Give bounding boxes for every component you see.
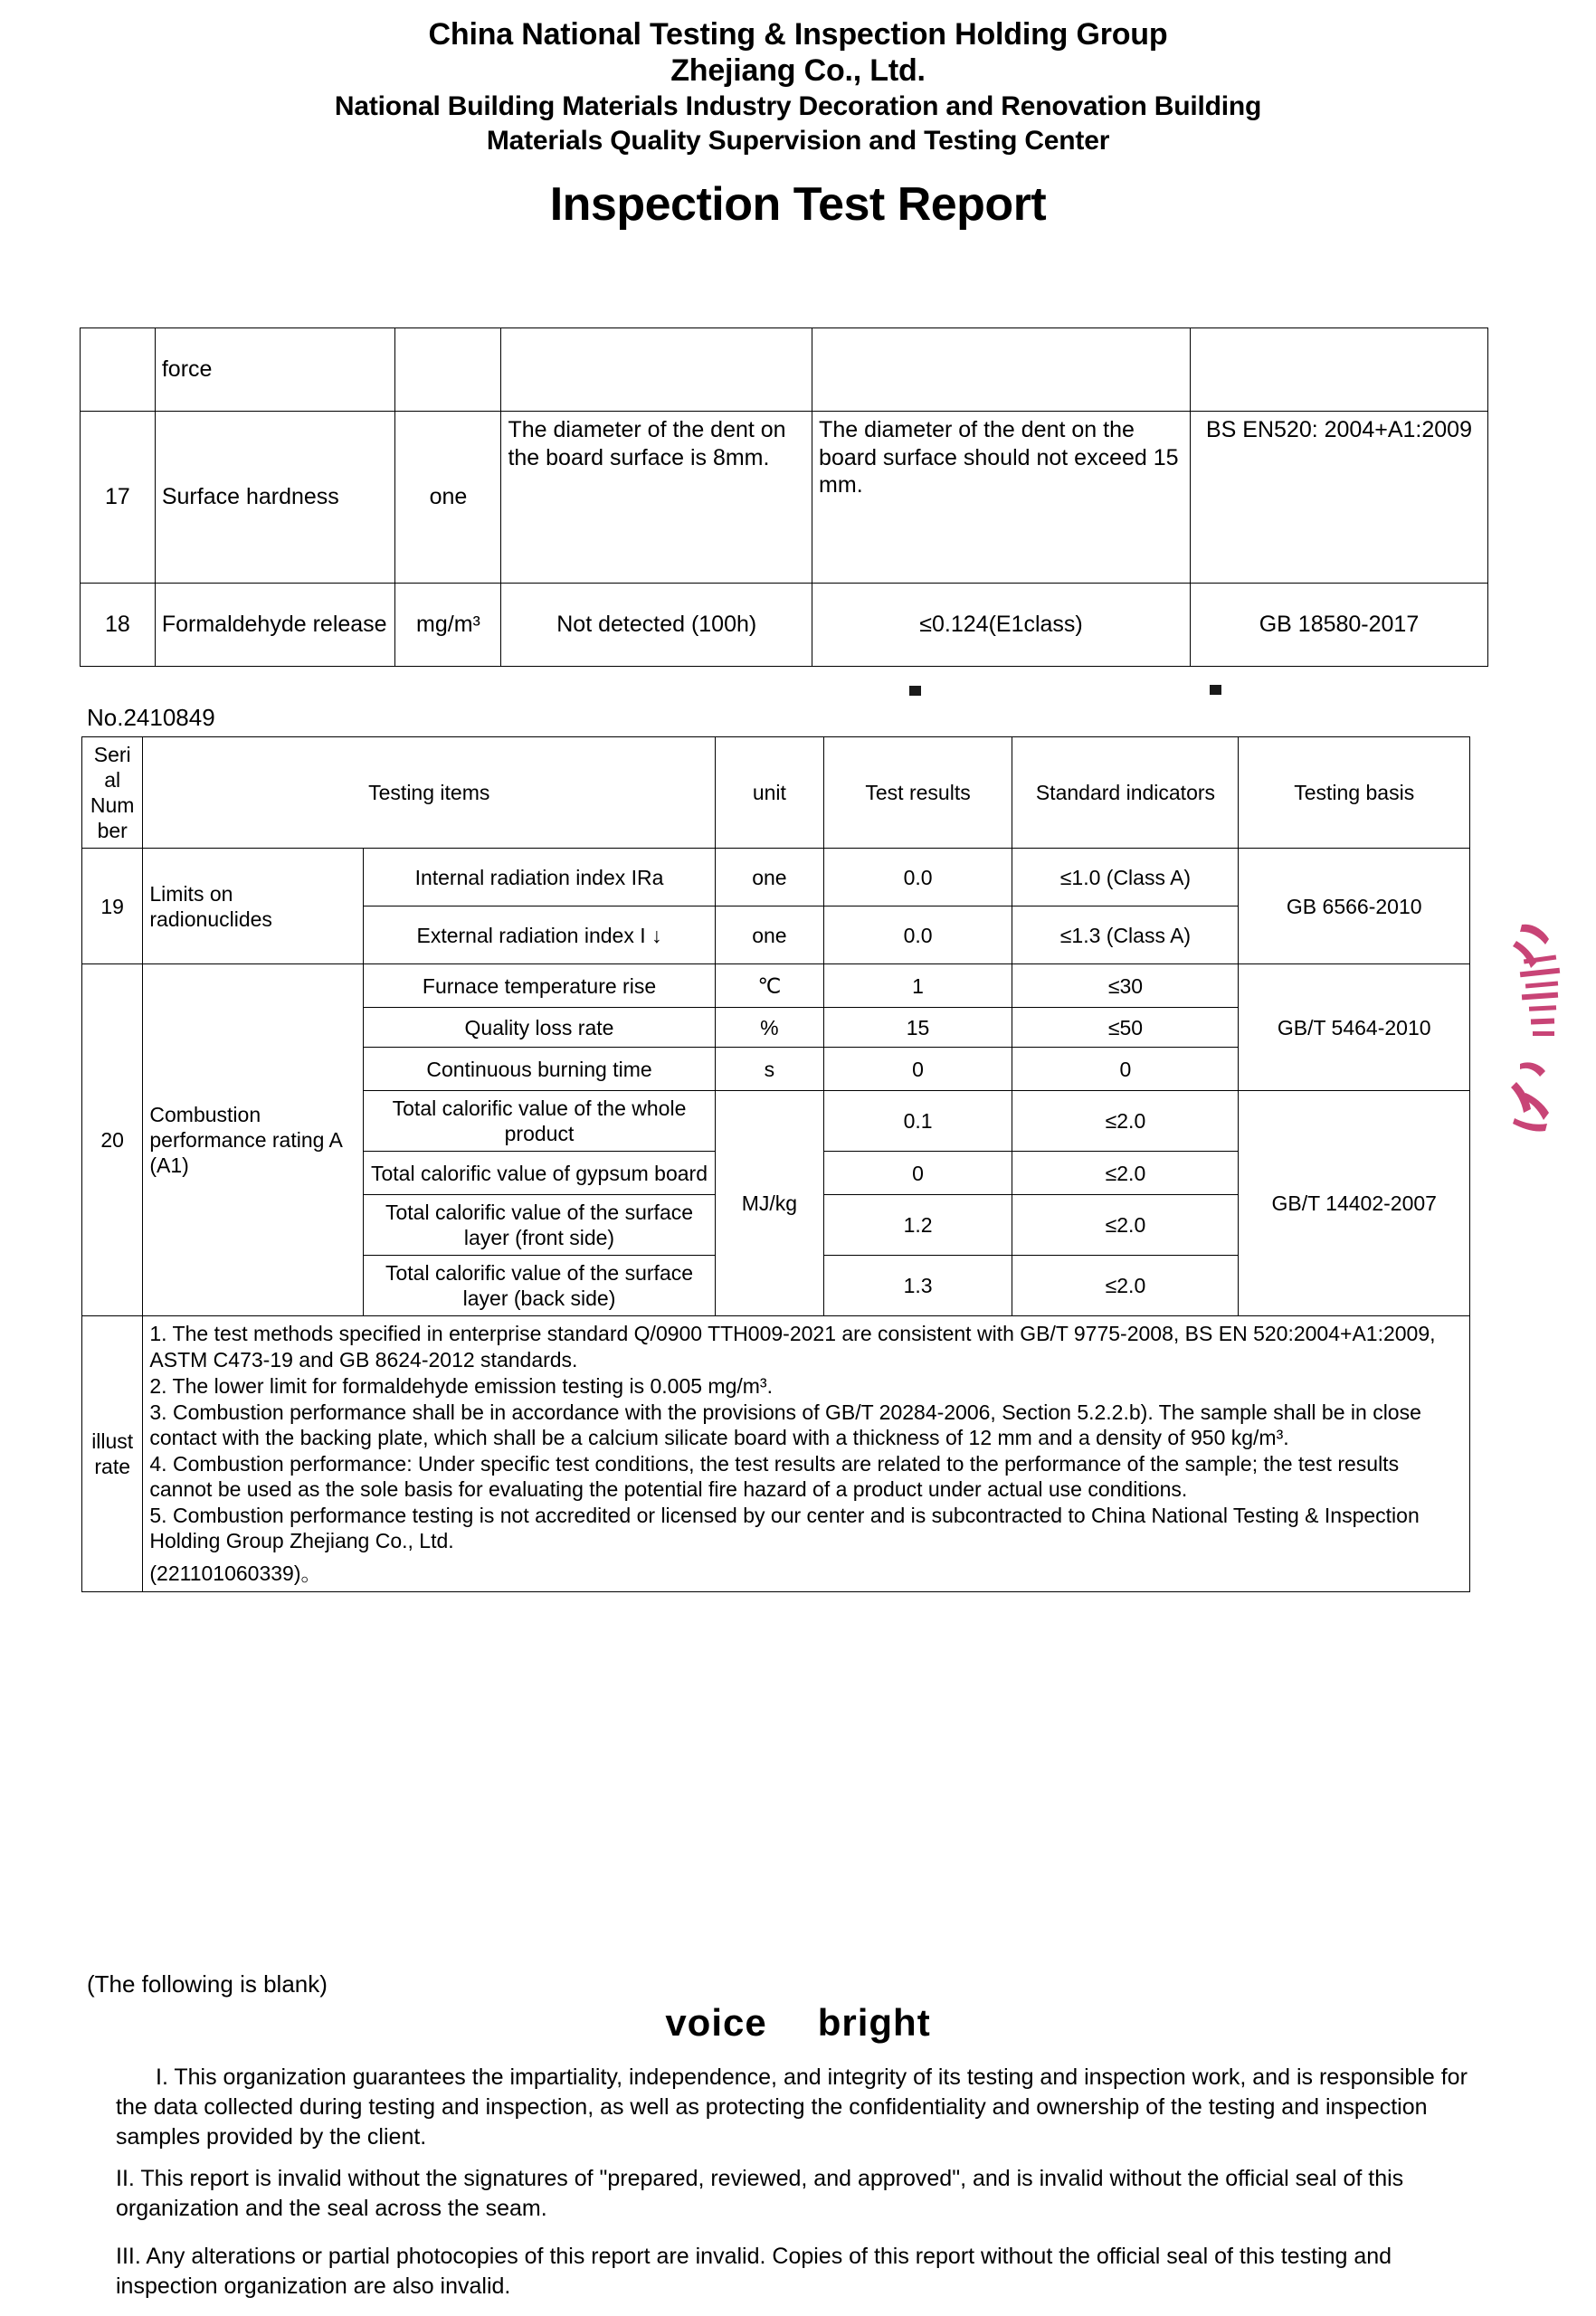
cell-unit: one — [395, 412, 501, 584]
declaration-heading — [0, 2001, 1596, 2045]
cell-unit: ℃ — [716, 964, 824, 1008]
page-mark-left — [909, 686, 921, 696]
declaration-heading-word-2: bright — [817, 2001, 931, 2044]
declaration-paragraph-1 — [116, 2063, 1491, 2152]
cell-standard: ≤0.124(E1class) — [812, 584, 1191, 667]
cell-item-continued: force — [155, 328, 395, 412]
cell-standard: ≤1.3 (Class A) — [1012, 906, 1239, 964]
cell-standard: ≤2.0 — [1012, 1091, 1239, 1152]
cell-item-group: Limits on radionuclides — [143, 849, 364, 964]
blank-note: (The following is blank) — [87, 1970, 328, 1998]
cell-result: Not detected (100h) — [501, 584, 812, 667]
header-test-results: Test results — [823, 737, 1012, 849]
cell-result: 1.3 — [823, 1256, 1012, 1316]
report-header — [0, 0, 1596, 232]
report-number: No.2410849 — [87, 704, 215, 731]
declaration-text-3: III. Any alterations or partial photocopies of this report are invalid. Copies of this report without the official seal of this testing and inspection organization are also invalid. — [116, 2244, 1392, 2299]
page-mark-right — [1210, 685, 1221, 695]
note-5: 5. Combustion performance testing is not accredited or licensed by our center and is subcontracted to China National Testing & Inspection Holding Group Zhejiang Co., Ltd. — [149, 1503, 1420, 1552]
cell-standard: ≤2.0 — [1012, 1152, 1239, 1195]
cell-item: Surface hardness — [155, 412, 395, 584]
cell-unit: one — [716, 906, 824, 964]
table-row — [82, 964, 1470, 1008]
note-4: 4. Combustion performance: Under specific test conditions, the test results are related to the performance of the sample; the test results cannot be used as the sole basis for evaluating the potential fire hazard of a product under actual use conditions. — [149, 1451, 1400, 1501]
table-row — [81, 412, 1488, 584]
center-name-line-1: National Building Materials Industry Decoration and Renovation Building — [334, 91, 1262, 122]
cell-standard: ≤50 — [1012, 1008, 1239, 1048]
cell-serial: 19 — [82, 849, 143, 964]
org-name-line-2: Zhejiang Co., Ltd. — [670, 53, 926, 89]
notes-cell — [143, 1316, 1470, 1591]
cell-subitem: Total calorific value of gypsum board — [363, 1152, 715, 1195]
header-standard-indicators: Standard indicators — [1012, 737, 1239, 849]
cell-unit: mg/m³ — [395, 584, 501, 667]
cell-serial — [81, 328, 156, 412]
declaration-paragraph-3 — [116, 2242, 1491, 2302]
continued-results-table — [80, 327, 1488, 667]
note-2: 2. The lower limit for formaldehyde emission testing is 0.005 mg/m³. — [149, 1373, 773, 1398]
cell-basis: GB 6566-2010 — [1239, 849, 1470, 964]
cell-result: The diameter of the dent on the board surface is 8mm. — [501, 412, 812, 584]
cell-subitem: Internal radiation index IRa — [363, 849, 715, 906]
org-name-line-1: China National Testing & Inspection Holding Group — [428, 17, 1168, 52]
cell-unit: MJ/kg — [716, 1091, 824, 1316]
cell-result: 1.2 — [823, 1195, 1012, 1256]
cell-result: 0.0 — [823, 906, 1012, 964]
cell-serial: 18 — [81, 584, 156, 667]
cell-item: Formaldehyde release — [155, 584, 395, 667]
header-testing-items: Testing items — [143, 737, 716, 849]
cell-standard: The diameter of the dent on the board surface should not exceed 15 mm. — [812, 412, 1191, 584]
cell-standard: ≤2.0 — [1012, 1256, 1239, 1316]
cell-result: 0.1 — [823, 1091, 1012, 1152]
declaration-text-2: II. This report is invalid without the signatures of "prepared, reviewed, and approved", and is invalid without the official seal of this organization and the seal across the seam. — [116, 2166, 1404, 2221]
cell-result: 15 — [823, 1008, 1012, 1048]
table-row — [81, 328, 1488, 412]
cell-unit — [395, 328, 501, 412]
declaration-heading-word-1: voice — [665, 2001, 767, 2044]
cell-unit: one — [716, 849, 824, 906]
header-unit: unit — [716, 737, 824, 849]
test-results-table — [81, 736, 1470, 1592]
cell-serial: 20 — [82, 964, 143, 1316]
cell-subitem: Furnace temperature rise — [363, 964, 715, 1008]
cell-unit: % — [716, 1008, 824, 1048]
cell-subitem: Continuous burning time — [363, 1048, 715, 1091]
cell-item-group: Combustion performance rating A (A1) — [143, 964, 364, 1316]
cell-subitem: External radiation index I ↓ — [363, 906, 715, 964]
cell-result — [501, 328, 812, 412]
cell-result: 1 — [823, 964, 1012, 1008]
cell-serial: 17 — [81, 412, 156, 584]
illustrate-label: illustrate — [82, 1316, 143, 1591]
table-header-row — [82, 737, 1470, 849]
notes-row — [82, 1316, 1470, 1591]
cell-basis: GB/T 14402-2007 — [1239, 1091, 1470, 1316]
table-row — [82, 849, 1470, 906]
cell-subitem: Total calorific value of the whole product — [363, 1091, 715, 1152]
cell-basis: BS EN520: 2004+A1:2009 — [1190, 412, 1487, 584]
page-title: Inspection Test Report — [549, 178, 1047, 232]
official-seal-stamp-icon — [1509, 905, 1580, 1149]
cell-basis — [1190, 328, 1487, 412]
declaration-paragraph-2 — [116, 2164, 1491, 2224]
cell-standard: ≤2.0 — [1012, 1195, 1239, 1256]
cell-result: 0 — [823, 1152, 1012, 1195]
cell-standard: ≤30 — [1012, 964, 1239, 1008]
header-testing-basis: Testing basis — [1239, 737, 1470, 849]
cell-unit: s — [716, 1048, 824, 1091]
cell-standard: 0 — [1012, 1048, 1239, 1091]
table-row — [81, 584, 1488, 667]
center-name-line-2: Materials Quality Supervision and Testing Center — [486, 126, 1110, 157]
cell-subitem: Quality loss rate — [363, 1008, 715, 1048]
cell-standard: ≤1.0 (Class A) — [1012, 849, 1239, 906]
cell-result: 0 — [823, 1048, 1012, 1091]
cell-standard — [812, 328, 1191, 412]
note-1: 1. The test methods specified in enterprise standard Q/0900 TTH009-2021 are consistent with GB/T 9775-2008, BS EN 520:2004+A1:2009, ASTM C473-19 and GB 8624-2012 standards. — [149, 1322, 1436, 1372]
cell-basis: GB/T 5464-2010 — [1239, 964, 1470, 1091]
cell-subitem: Total calorific value of the surface layer (front side) — [363, 1195, 715, 1256]
cell-result: 0.0 — [823, 849, 1012, 906]
cell-basis: GB 18580-2017 — [1190, 584, 1487, 667]
declaration-text-1: I. This organization guarantees the impartiality, independence, and integrity of its testing and inspection work, and is responsible for the data collected during testing and inspection, as well as protecting the confidentiality and ownership of the testing and inspection samples provided by the client. — [116, 2064, 1468, 2150]
cell-subitem: Total calorific value of the surface layer (back side) — [363, 1256, 715, 1316]
header-serial: Serial Number — [82, 737, 143, 849]
note-6: (221101060339)。 — [149, 1561, 322, 1585]
note-3: 3. Combustion performance shall be in accordance with the provisions of GB/T 20284-2006, Section 5.2.2.b). The sample shall be in close contact with the backing plate, which shall be a calcium silicate board with a thickness of 12 mm and a density of 950 kg/m³. — [149, 1400, 1421, 1449]
